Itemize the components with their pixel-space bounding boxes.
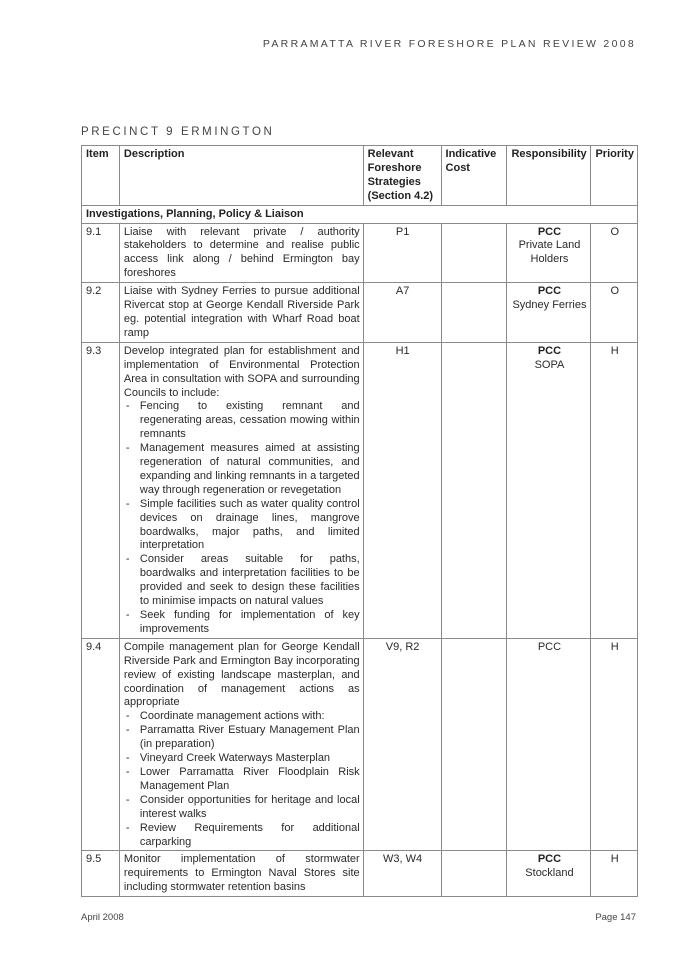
description-bullet-list [124,400,360,636]
responsibility-partner: Stockland [525,867,574,880]
responsibility-partner: PCC [537,640,562,653]
indicative-cost [441,283,507,343]
description-text: Develop integrated plan for establishment and implementation of Environmental Protection Area in consultation with SOPA and surrounding Councils to include: [123,344,360,399]
responsibility-partner: Private Land Holders [518,239,581,266]
table-header-row [82,146,638,206]
strategy-codes: P1 [363,223,441,283]
responsibility-partner: SOPA [534,358,565,371]
column-header-description: Description [119,146,363,206]
indicative-cost [441,851,507,897]
table-row [82,342,638,638]
column-header-strategies: Relevant Foreshore Strategies (Section 4.2) [363,146,441,206]
table-row [82,223,638,283]
priority-code: H [591,638,638,851]
responsibility-lead: PCC [537,225,562,238]
description-bullet: - Vineyard Creek Waterways Masterplan [124,752,360,766]
description-cell [119,342,363,638]
table-row [82,851,638,897]
description-bullet: - Lower Parramatta River Floodplain Risk Management Plan [124,766,360,794]
item-number: 9.1 [82,223,120,283]
indicative-cost [441,223,507,283]
description-text: Compile management plan for George Kendall Riverside Park and Ermington Bay incorporating review of existing landscape masterplan, and coordination of management actions as appropriate [123,640,360,709]
column-header-cost: Indicative Cost [441,146,507,206]
description-bullet: - Seek funding for implementation of key improvements [124,609,360,637]
table-row [82,638,638,851]
responsibility-cell [507,638,591,851]
description-cell [119,638,363,851]
priority-code: O [591,223,638,283]
description-bullet: - Management measures aimed at assisting regeneration of natural communities, and expanding and linking remnants in a targeted way through regeneration or revegetation [124,442,360,498]
responsibility-lead: PCC [537,285,562,298]
responsibility-cell [507,851,591,897]
description-cell [119,223,363,283]
description-text: Monitor implementation of stormwater requirements to Ermington Naval Stores site including stormwater retention basins [123,853,360,894]
strategy-codes: V9, R2 [363,638,441,851]
description-bullet: - Consider opportunities for heritage and local interest walks [124,794,360,822]
description-bullet: - Simple facilities such as water quality control devices on drainage lines, mangrove boardwalks, major paths, and limited interpretation [124,498,360,554]
item-number: 9.5 [82,851,120,897]
indicative-cost [441,638,507,851]
responsibility-lead: PCC [537,853,562,866]
item-number: 9.2 [82,283,120,343]
page-number: Page 147 [595,912,636,923]
section-heading: Investigations, Planning, Policy & Liaison [82,205,638,223]
description-bullet: - Parramatta River Estuary Management Plan (in preparation) [124,724,360,752]
description-bullet: - Consider areas suitable for paths, boardwalks and interpretation facilities to be provided and seek to design these facilities to minimise impacts on natural values [124,553,360,609]
precinct-title: PRECINCT 9 ERMINGTON [81,126,275,138]
priority-code: H [591,851,638,897]
description-bullet: - Coordinate management actions with: [124,710,360,724]
strategy-codes: A7 [363,283,441,343]
strategy-codes: W3, W4 [363,851,441,897]
description-cell [119,851,363,897]
priority-code: H [591,342,638,638]
description-bullet: - Fencing to existing remnant and regenerating areas, cessation mowing within remnants [124,400,360,442]
table-row [82,283,638,343]
responsibility-cell [507,342,591,638]
priority-code: O [591,283,638,343]
item-number: 9.3 [82,342,120,638]
strategy-codes: H1 [363,342,441,638]
responsibility-cell [507,283,591,343]
description-text: Liaise with relevant private / authority stakeholders to determine and realise public access link along / behind Ermington bay foreshores [123,225,360,280]
indicative-cost [441,342,507,638]
section-row [82,205,638,223]
responsibility-lead: PCC [537,344,562,357]
responsibility-cell [507,223,591,283]
description-cell [119,283,363,343]
column-header-responsibility: Responsibility [507,146,591,206]
column-header-item: Item [82,146,120,206]
running-header: PARRAMATTA RIVER FORESHORE PLAN REVIEW 2008 [262,38,636,50]
description-text: Liaise with Sydney Ferries to pursue additional Rivercat stop at George Kendall Riverside Park eg. potential integration with Wharf Road boat ramp [123,285,360,339]
description-bullet: - Review Requirements for additional carparking [124,822,360,850]
item-number: 9.4 [82,638,120,851]
description-bullet-list [124,710,360,849]
column-header-priority: Priority [591,146,638,206]
action-plan-table [81,145,638,897]
footer-date: April 2008 [81,912,124,923]
responsibility-partner: Sydney Ferries [512,299,587,312]
